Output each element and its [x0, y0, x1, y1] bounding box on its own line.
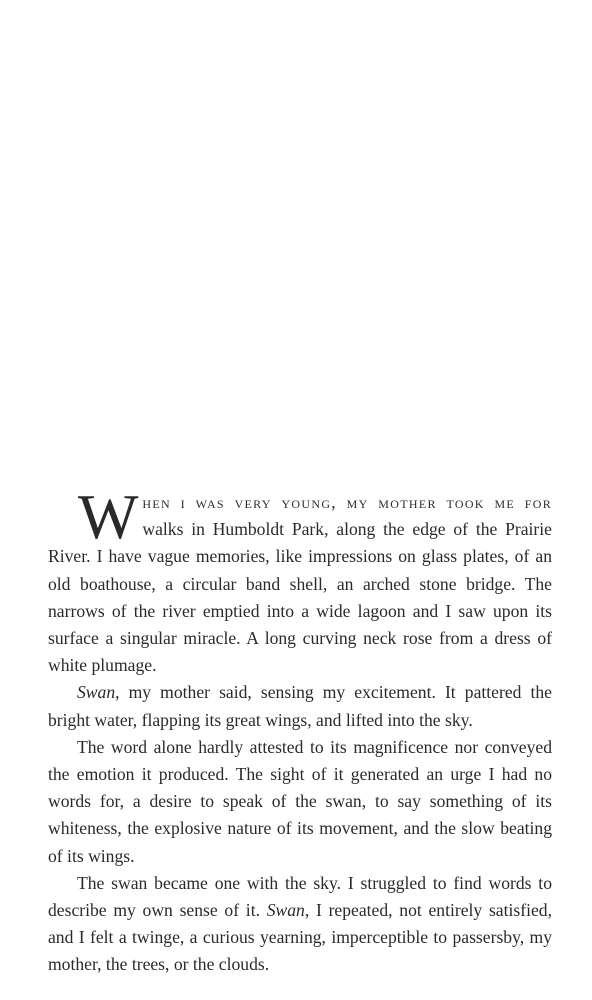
paragraph-2 [48, 679, 552, 733]
paragraph-4-italic: Swan [266, 900, 305, 921]
drop-cap: W [78, 481, 139, 552]
paragraph-4 [48, 870, 552, 979]
paragraph-4-text-before: The swan became one with the sky. I struggled to find words to describe my own sense of it. [48, 872, 552, 921]
paragraph-4-text-after: , I repeated, not entirely satisfied, and I felt a twinge, a curious yearning, imperceptible to passersby, my mother, the trees, or the clouds. [48, 900, 552, 975]
paragraph-1-text: walks in Humboldt Park, along the edge of the Prairie River. I have vague memories, like impressions on glass plates, of an old boathouse, a circular band shell, an arched stone bridge. The narrows of the river emptied into a wide lagoon and I saw upon its surface a singular miracle. A long curving neck rose from a dress of white plumage. [48, 519, 552, 676]
passage [48, 481, 552, 979]
paragraph-3-text: The word alone hardly attested to its magnificence nor conveyed the emotion it produced. The sight of it generated an urge I had no words for, a desire to speak of the swan, to say something of its whiteness, the explosive nature of its movement, and the slow beating of its wings. [48, 736, 552, 866]
paragraph-3 [48, 734, 552, 870]
paragraph-1 [48, 481, 552, 679]
paragraph-2-italic: Swan [77, 682, 116, 703]
small-caps-opening: hen i was very young, my mother took me for [142, 492, 552, 512]
paragraph-2-text: , my mother said, sensing my excitement. It pattered the bright water, flapping its great wings, and lifted into the sky. [48, 682, 552, 730]
